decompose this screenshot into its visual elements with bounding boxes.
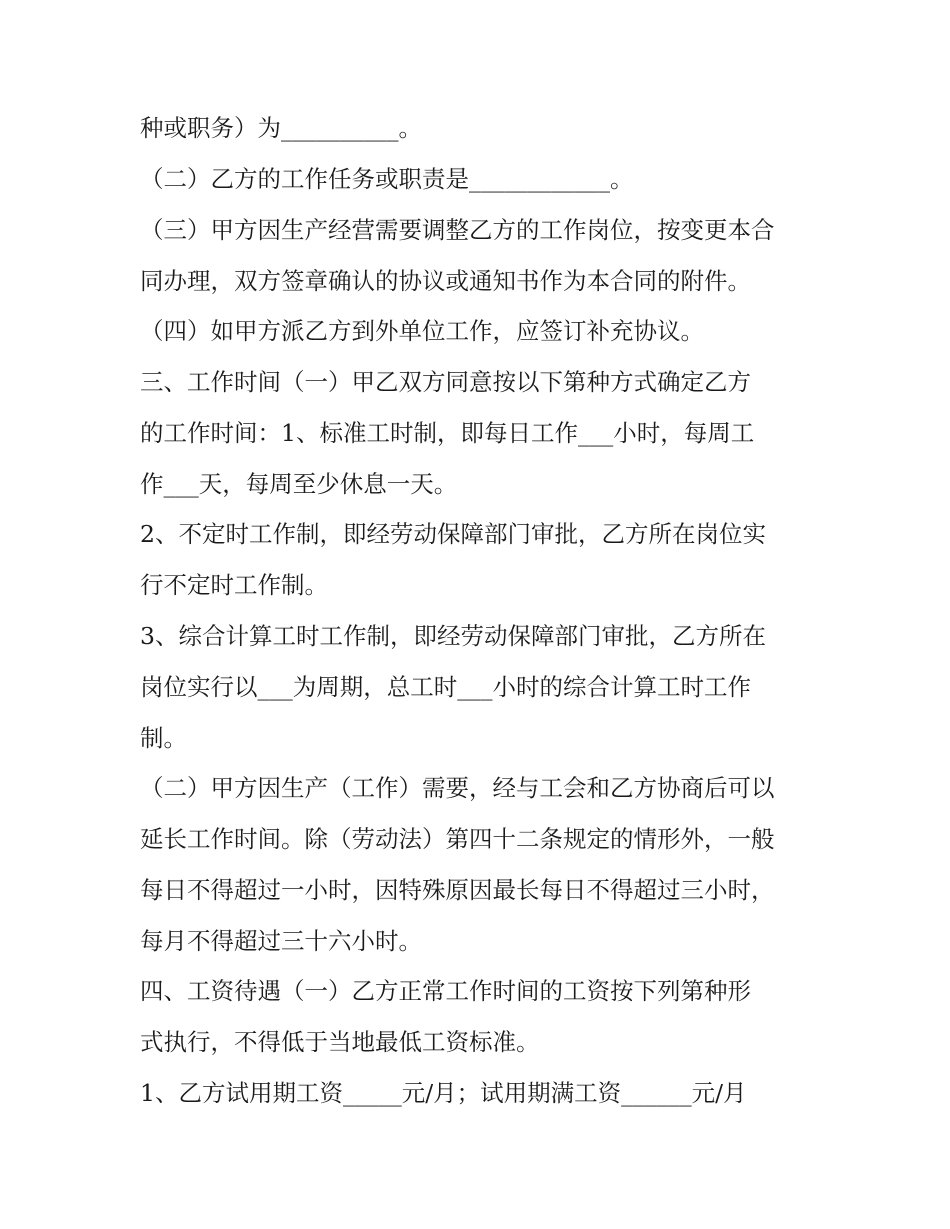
text-line: 延长工作时间。除（劳动法）第四十二条规定的情形外，一般 [140,825,775,853]
text-line: （二）乙方的工作任务或职责是____________。 [140,165,634,193]
text-line: （四）如甲方派乙方到外单位工作，应签订补充协议。 [140,317,704,345]
text-line: 作___天，每周至少休息一天。 [140,470,458,498]
text-line: 每月不得超过三十六小时。 [140,927,422,955]
text-line: 同办理，双方签章确认的协议或通知书作为本合同的附件。 [140,267,751,295]
text-line: （二）甲方因生产（工作）需要，经与工会和乙方协商后可以 [140,774,775,802]
text-line: 制。 [140,724,187,752]
text-line: 三、工作时间（一）甲乙双方同意按以下第种方式确定乙方 [140,368,751,396]
text-line: 1、乙方试用期工资_____元/月；试用期满工资______元/月 [140,1079,747,1107]
text-line: 2、不定时工作制，即经劳动保障部门审批，乙方所在岗位实 [140,520,766,548]
text-line: 每日不得超过一小时，因特殊原因最长每日不得超过三小时， [140,876,775,904]
text-line: 的工作时间：1、标准工时制，即每日工作___小时，每周工 [140,419,755,447]
text-line: 式执行，不得低于当地最低工资标准。 [140,1028,540,1056]
text-line: 行不定时工作制。 [140,571,328,599]
text-line: 四、工资待遇（一）乙方正常工作时间的工资按下列第种形 [140,977,751,1005]
text-line: 岗位实行以___为周期，总工时___小时的综合计算工时工作 [140,673,751,701]
text-line: （三）甲方因生产经营需要调整乙方的工作岗位，按变更本合 [140,216,775,244]
text-line: 3、综合计算工时工作制，即经劳动保障部门审批，乙方所在 [140,622,766,650]
text-line: 种或职务）为__________。 [140,114,422,142]
